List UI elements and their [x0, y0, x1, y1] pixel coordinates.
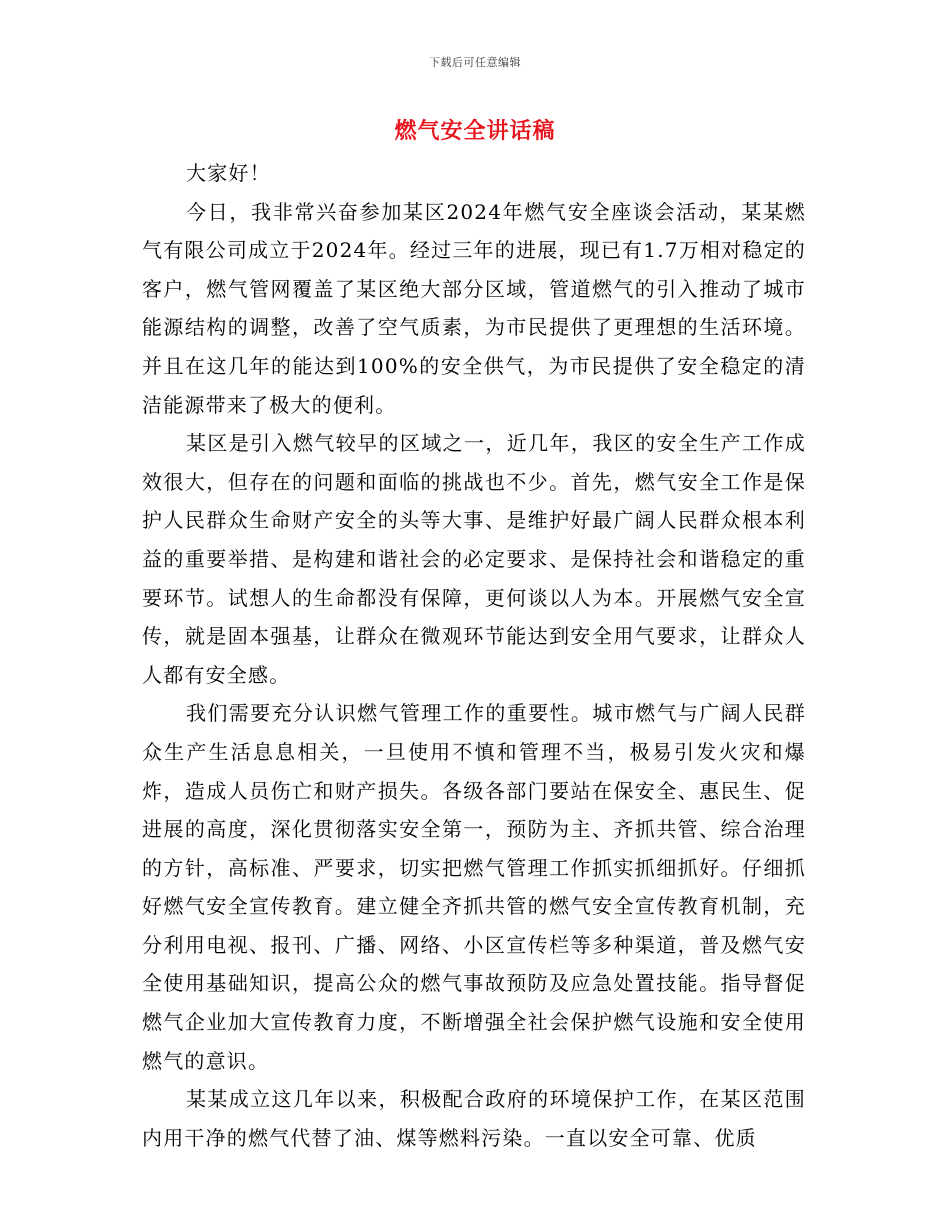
header-note: 下载后可任意编辑 [429, 56, 521, 69]
paragraph-4: 某某成立这几年以来，积极配合政府的环境保护工作，在某区范围内用干净的燃气代替了油、煤等燃料污染。一直以安全可靠、优质 [142, 1087, 806, 1150]
paragraph-greeting: 大家好！ [186, 161, 271, 185]
paragraph-1: 今日，我非常兴奋参加某区2024年燃气安全座谈会活动，某某燃气有限公司成立于2024年。经过三年的进展，现已有1.7万相对稳定的客户，燃气管网覆盖了某区绝大部分区域，管道燃气的引入推动了城市能源结构的调整，改善了空气质素，为市民提供了更理想的生活环境。并且在这几年的能达到100%的安全供气，为市民提供了安全稳定的清洁能源带来了极大的便利。 [142, 199, 806, 417]
paragraph-2: 某区是引入燃气较早的区域之一，近几年，我区的安全生产工作成效很大，但存在的问题和面临的挑战也不少。首先，燃气安全工作是保护人民群众生命财产安全的头等大事、是维护好最广阔人民群众根本利益的重要举措、是构建和谐社会的必定要求、是保持社会和谐稳定的重要环节。试想人的生命都没有保障，更何谈以人为本。开展燃气安全宣传，就是固本强基，让群众在微观环节能达到安全用气要求，让群众人人都有安全感。 [142, 431, 806, 687]
paragraph-3: 我们需要充分认识燃气管理工作的重要性。城市燃气与广阔人民群众生产生活息息相关，一旦使用不慎和管理不当，极易引发火灾和爆炸，造成人员伤亡和财产损失。各级各部门要站在保安全、惠民生、促进展的高度，深化贯彻落实安全第一，预防为主、齐抓共管、综合治理的方针，高标准、严要求，切实把燃气管理工作抓实抓细抓好。仔细抓好燃气安全宣传教育。建立健全齐抓共管的燃气安全宣传教育机制，充分利用电视、报刊、广播、网络、小区宣传栏等多种渠道，普及燃气安全使用基础知识，提高公众的燃气事故预防及应急处置技能。指导督促燃气企业加大宣传教育力度，不断增强全社会保护燃气设施和安全使用燃气的意识。 [142, 701, 806, 1073]
document-title: 燃气安全讲话稿 [394, 118, 556, 144]
document-body [142, 154, 806, 1157]
